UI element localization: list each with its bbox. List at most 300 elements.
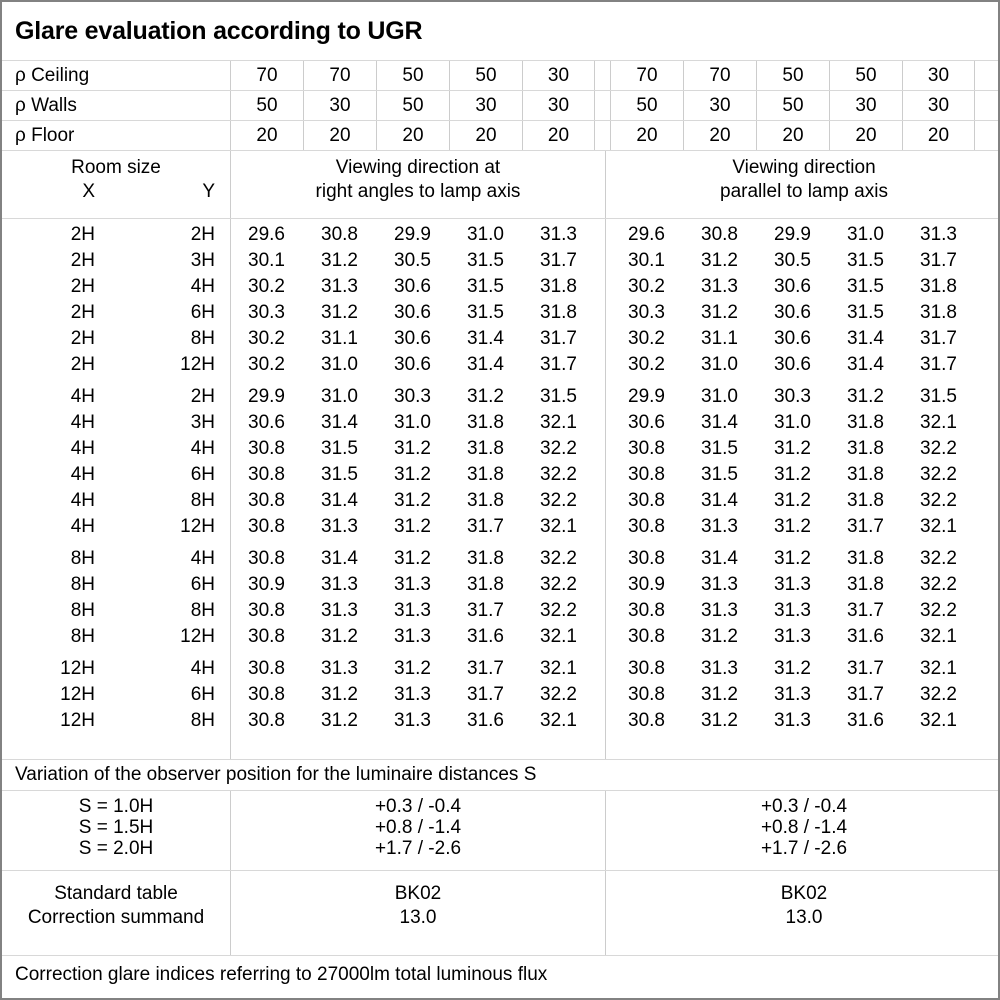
ugr-value: 31.6 — [847, 710, 884, 731]
reflectance-value: 20 — [902, 121, 975, 150]
right-margin — [975, 384, 1000, 410]
ugr-value: 31.0 — [321, 386, 358, 407]
header-line: Viewing direction — [732, 157, 876, 178]
ugr-value: 31.4 — [321, 412, 358, 433]
ugr-value: 31.8 — [920, 276, 957, 297]
room-size-x: 8H — [70, 574, 95, 595]
ugr-value: 30.3 — [774, 386, 811, 407]
reflectance-value: 50 — [610, 91, 683, 120]
ugr-value: 30.3 — [394, 386, 431, 407]
ugr-value: 30.3 — [248, 302, 285, 323]
reflectance-value: 50 — [449, 61, 522, 90]
ugr-value: 31.0 — [467, 224, 504, 245]
room-size-y: 4H — [190, 276, 215, 297]
s-value: +0.8 / -1.4 — [760, 817, 848, 838]
title-bar — [2, 2, 998, 61]
ugr-value: 30.5 — [774, 250, 811, 271]
ugr-value: 32.1 — [540, 516, 577, 537]
footer-note: Correction glare indices referring to 27000lm total luminous flux — [15, 964, 548, 985]
right-margin — [975, 656, 1000, 682]
room-size-y: 6H — [190, 302, 215, 323]
group-gap — [595, 352, 610, 378]
right-margin — [975, 546, 1000, 572]
ugr-value: 32.2 — [920, 684, 957, 705]
ugr-value: 31.4 — [701, 490, 738, 511]
reflectance-label: ρ Ceiling — [15, 65, 90, 86]
ugr-value: 31.4 — [847, 328, 884, 349]
ugr-value: 32.2 — [920, 490, 957, 511]
ugr-value: 30.8 — [628, 438, 665, 459]
ugr-value: 30.8 — [248, 626, 285, 647]
ugr-value: 30.8 — [248, 710, 285, 731]
ugr-value: 31.3 — [540, 224, 577, 245]
group-gap — [595, 274, 610, 300]
ugr-value: 30.8 — [248, 658, 285, 679]
ugr-value: 30.6 — [774, 328, 811, 349]
ugr-value: 31.0 — [847, 224, 884, 245]
room-size-x: 4H — [70, 386, 95, 407]
ugr-value: 30.2 — [628, 354, 665, 375]
matrix-row — [2, 300, 998, 326]
ugr-value: 31.7 — [467, 658, 504, 679]
ugr-value: 31.4 — [321, 548, 358, 569]
ugr-value: 31.7 — [467, 516, 504, 537]
ugr-value: 31.8 — [920, 302, 957, 323]
variation-note-row — [2, 760, 998, 791]
ugr-value: 30.2 — [248, 354, 285, 375]
right-margin — [975, 436, 1000, 462]
ugr-value: 30.8 — [628, 490, 665, 511]
ugr-value: 31.2 — [701, 710, 738, 731]
reflectance-value: 70 — [610, 61, 683, 90]
ugr-value: 30.8 — [628, 658, 665, 679]
right-margin — [975, 572, 1000, 598]
ugr-value: 31.3 — [774, 600, 811, 621]
matrix-row — [2, 222, 998, 248]
standard-table-value: BK02 — [394, 883, 442, 904]
ugr-value: 31.3 — [321, 276, 358, 297]
right-margin — [975, 248, 1000, 274]
ugr-value: 30.6 — [394, 276, 431, 297]
ugr-value: 30.8 — [628, 710, 665, 731]
ugr-value: 32.2 — [540, 490, 577, 511]
ugr-value: 32.1 — [920, 516, 957, 537]
room-size-x: 4H — [70, 412, 95, 433]
footer-note-row — [2, 956, 998, 1000]
ugr-value: 31.2 — [701, 684, 738, 705]
ugr-value: 31.1 — [701, 328, 738, 349]
ugr-value: 31.3 — [321, 574, 358, 595]
ugr-value: 31.8 — [847, 438, 884, 459]
ugr-value: 31.3 — [394, 600, 431, 621]
ugr-value: 32.2 — [920, 574, 957, 595]
ugr-value: 31.8 — [847, 490, 884, 511]
room-size-x: 12H — [60, 684, 95, 705]
ugr-value: 30.6 — [774, 354, 811, 375]
group-gap — [595, 682, 610, 708]
room-size-y: 12H — [180, 354, 215, 375]
ugr-value: 31.3 — [701, 574, 738, 595]
ugr-value: 31.8 — [847, 548, 884, 569]
room-size-y: 8H — [190, 600, 215, 621]
ugr-value: 31.7 — [467, 600, 504, 621]
right-margin — [975, 514, 1000, 540]
ugr-value: 31.7 — [847, 684, 884, 705]
group-gap — [595, 91, 610, 120]
reflectance-value: 20 — [230, 121, 303, 150]
table-header — [2, 151, 998, 219]
ugr-value: 31.5 — [321, 438, 358, 459]
ugr-value: 31.0 — [394, 412, 431, 433]
matrix-row — [2, 598, 998, 624]
ugr-value: 31.0 — [321, 354, 358, 375]
ugr-value: 31.2 — [321, 710, 358, 731]
ugr-value: 31.0 — [774, 412, 811, 433]
reflectance-value: 50 — [230, 91, 303, 120]
right-margin — [975, 300, 1000, 326]
ugr-value: 30.9 — [248, 574, 285, 595]
ugr-value: 30.8 — [628, 626, 665, 647]
reflectance-label: ρ Walls — [15, 95, 77, 116]
reflectance-value: 30 — [303, 91, 376, 120]
room-size-x: 12H — [60, 658, 95, 679]
ugr-value: 32.1 — [920, 658, 957, 679]
reflectance-value: 20 — [756, 121, 829, 150]
ugr-value: 31.7 — [847, 516, 884, 537]
reflectance-row — [2, 91, 998, 121]
ugr-value: 31.0 — [701, 386, 738, 407]
right-margin — [975, 121, 1000, 150]
matrix-row — [2, 656, 998, 682]
room-size-y: 8H — [190, 710, 215, 731]
ugr-matrix-rows — [2, 222, 998, 734]
ugr-value: 32.2 — [540, 438, 577, 459]
ugr-value: 30.8 — [248, 438, 285, 459]
ugr-value: 30.8 — [628, 600, 665, 621]
reflectance-value: 70 — [303, 61, 376, 90]
matrix-row — [2, 384, 998, 410]
ugr-value: 29.6 — [628, 224, 665, 245]
right-margin — [975, 682, 1000, 708]
ugr-value: 32.2 — [920, 438, 957, 459]
reflectance-value: 20 — [522, 121, 595, 150]
standard-values-right-angles — [230, 871, 605, 955]
ugr-value: 32.1 — [920, 412, 957, 433]
ugr-value: 31.2 — [394, 548, 431, 569]
matrix-row — [2, 572, 998, 598]
reflectance-value: 70 — [230, 61, 303, 90]
ugr-value: 30.6 — [628, 412, 665, 433]
reflectance-value: 50 — [376, 61, 449, 90]
reflectance-value: 50 — [756, 91, 829, 120]
room-size-x: 4H — [70, 490, 95, 511]
room-size-y: 8H — [190, 328, 215, 349]
right-margin — [975, 410, 1000, 436]
ugr-value: 29.9 — [628, 386, 665, 407]
room-size-x: 4H — [70, 438, 95, 459]
ugr-value: 30.8 — [701, 224, 738, 245]
ugr-value: 31.8 — [540, 276, 577, 297]
reflectance-value: 30 — [902, 61, 975, 90]
ugr-value: 31.7 — [540, 250, 577, 271]
s-value: +0.3 / -0.4 — [760, 796, 848, 817]
ugr-value: 30.8 — [248, 684, 285, 705]
x-column-label: X — [82, 181, 95, 202]
matrix-row — [2, 248, 998, 274]
ugr-value: 30.3 — [628, 302, 665, 323]
ugr-value: 31.3 — [701, 600, 738, 621]
ugr-value: 31.3 — [774, 710, 811, 731]
ugr-value: 31.2 — [701, 626, 738, 647]
ugr-value: 31.5 — [467, 276, 504, 297]
ugr-value: 30.2 — [248, 276, 285, 297]
ugr-value: 32.2 — [540, 548, 577, 569]
ugr-value: 30.9 — [628, 574, 665, 595]
ugr-value: 31.8 — [467, 548, 504, 569]
matrix-row — [2, 326, 998, 352]
group-gap — [595, 656, 610, 682]
ugr-value: 31.2 — [774, 548, 811, 569]
ugr-value: 31.5 — [701, 438, 738, 459]
s-value: +1.7 / -2.6 — [374, 838, 462, 859]
right-margin — [975, 708, 1000, 734]
reflectance-value: 30 — [902, 91, 975, 120]
reflectance-value: 30 — [522, 61, 595, 90]
ugr-value: 31.2 — [774, 658, 811, 679]
matrix-row — [2, 410, 998, 436]
room-size-y: 6H — [190, 574, 215, 595]
right-margin — [975, 222, 1000, 248]
ugr-value: 30.8 — [321, 224, 358, 245]
ugr-value: 30.5 — [394, 250, 431, 271]
ugr-value: 30.1 — [628, 250, 665, 271]
room-size-y: 6H — [190, 464, 215, 485]
ugr-value: 29.6 — [248, 224, 285, 245]
reflectance-value: 50 — [756, 61, 829, 90]
reflectance-row — [2, 61, 998, 91]
matrix-row — [2, 352, 998, 378]
reflectance-value: 20 — [449, 121, 522, 150]
reflectance-value: 30 — [522, 91, 595, 120]
ugr-value: 31.2 — [321, 302, 358, 323]
s-label: S = 1.5H — [78, 817, 154, 838]
ugr-value: 30.2 — [628, 276, 665, 297]
standard-table-value: BK02 — [780, 883, 828, 904]
ugr-value: 31.8 — [467, 438, 504, 459]
group-gap — [595, 436, 610, 462]
s-label: S = 2.0H — [78, 838, 154, 859]
reflectance-value: 50 — [829, 61, 902, 90]
xy-header-row — [2, 180, 230, 204]
matrix-row — [2, 462, 998, 488]
ugr-value: 30.8 — [248, 516, 285, 537]
ugr-value: 31.2 — [701, 302, 738, 323]
ugr-value: 31.2 — [394, 464, 431, 485]
ugr-value: 30.6 — [394, 302, 431, 323]
ugr-value: 30.8 — [248, 464, 285, 485]
matrix-row — [2, 274, 998, 300]
ugr-value: 31.7 — [920, 354, 957, 375]
room-size-x: 2H — [70, 276, 95, 297]
ugr-value: 31.5 — [847, 302, 884, 323]
right-margin — [975, 91, 1000, 120]
room-size-x: 2H — [70, 250, 95, 271]
ugr-value: 31.2 — [321, 684, 358, 705]
group-gap — [595, 598, 610, 624]
room-size-x: 8H — [70, 600, 95, 621]
reflectance-value: 20 — [829, 121, 902, 150]
s-values-right-angles — [230, 791, 605, 870]
right-margin — [975, 352, 1000, 378]
ugr-value: 31.4 — [321, 490, 358, 511]
ugr-value: 31.2 — [774, 490, 811, 511]
ugr-value: 31.7 — [540, 354, 577, 375]
ugr-value: 31.2 — [847, 386, 884, 407]
reflectance-row — [2, 121, 998, 151]
ugr-value: 32.2 — [920, 548, 957, 569]
ugr-value: 30.6 — [394, 354, 431, 375]
room-size-x: 2H — [70, 328, 95, 349]
ugr-value: 32.1 — [540, 710, 577, 731]
room-size-x: 4H — [70, 464, 95, 485]
s-labels — [2, 791, 230, 870]
ugr-value: 32.2 — [540, 600, 577, 621]
ugr-value: 30.2 — [628, 328, 665, 349]
ugr-value: 31.3 — [774, 684, 811, 705]
ugr-value: 31.8 — [847, 464, 884, 485]
s-value: +0.8 / -1.4 — [374, 817, 462, 838]
group-gap — [595, 572, 610, 598]
group-gap — [595, 300, 610, 326]
ugr-value: 31.8 — [467, 412, 504, 433]
group-gap — [595, 708, 610, 734]
correction-summand-value: 13.0 — [785, 907, 823, 928]
ugr-value: 31.3 — [394, 710, 431, 731]
ugr-value: 31.8 — [847, 574, 884, 595]
group-gap — [595, 222, 610, 248]
ugr-value: 31.2 — [321, 250, 358, 271]
right-margin — [975, 462, 1000, 488]
ugr-value: 29.9 — [774, 224, 811, 245]
ugr-value: 32.1 — [540, 626, 577, 647]
ugr-value: 31.2 — [394, 658, 431, 679]
reflectance-value: 20 — [610, 121, 683, 150]
s-value: +0.3 / -0.4 — [374, 796, 462, 817]
ugr-value: 31.0 — [701, 354, 738, 375]
ugr-value: 31.3 — [701, 516, 738, 537]
header-line: Viewing direction at — [335, 157, 501, 178]
ugr-value: 31.7 — [920, 250, 957, 271]
ugr-value: 31.3 — [701, 276, 738, 297]
room-size-label: Room size — [71, 157, 161, 178]
observer-variation-section — [2, 791, 998, 871]
ugr-value: 31.2 — [394, 438, 431, 459]
ugr-value: 30.8 — [248, 490, 285, 511]
ugr-value: 31.4 — [701, 548, 738, 569]
room-size-x: 8H — [70, 548, 95, 569]
group-gap — [595, 410, 610, 436]
y-column-label: Y — [202, 181, 215, 202]
ugr-value: 31.5 — [701, 464, 738, 485]
ugr-value: 30.8 — [248, 548, 285, 569]
reflectance-value: 30 — [449, 91, 522, 120]
ugr-value: 31.5 — [467, 302, 504, 323]
right-margin — [975, 61, 1000, 90]
room-size-header — [2, 151, 230, 218]
ugr-value: 31.5 — [920, 386, 957, 407]
room-size-y: 4H — [190, 548, 215, 569]
room-size-x: 4H — [70, 516, 95, 537]
standard-table-label: Standard table — [54, 883, 178, 904]
ugr-value: 31.3 — [701, 658, 738, 679]
ugr-value: 31.5 — [540, 386, 577, 407]
ugr-value: 31.2 — [467, 386, 504, 407]
matrix-row — [2, 624, 998, 650]
header-line: right angles to lamp axis — [315, 181, 521, 202]
ugr-value: 31.4 — [467, 328, 504, 349]
room-size-y: 6H — [190, 684, 215, 705]
ugr-value: 31.8 — [467, 574, 504, 595]
ugr-value: 31.3 — [920, 224, 957, 245]
standard-values-parallel — [605, 871, 1000, 955]
ugr-value: 31.3 — [394, 574, 431, 595]
ugr-value: 32.2 — [540, 574, 577, 595]
ugr-value: 30.2 — [248, 328, 285, 349]
reflectance-value: 50 — [376, 91, 449, 120]
reflectance-value: 20 — [683, 121, 756, 150]
group-gap — [595, 514, 610, 540]
ugr-value: 31.7 — [467, 684, 504, 705]
s-values-parallel — [605, 791, 1000, 870]
ugr-value: 31.4 — [467, 354, 504, 375]
room-size-x: 8H — [70, 626, 95, 647]
right-margin — [975, 274, 1000, 300]
ugr-value: 31.6 — [467, 626, 504, 647]
vertical-divider — [230, 219, 231, 759]
ugr-value: 31.2 — [321, 626, 358, 647]
correction-summand-value: 13.0 — [399, 907, 437, 928]
ugr-value: 30.8 — [628, 464, 665, 485]
ugr-value: 31.7 — [847, 600, 884, 621]
group-gap — [595, 462, 610, 488]
room-size-y: 2H — [190, 386, 215, 407]
right-margin — [975, 326, 1000, 352]
ugr-value: 31.3 — [321, 600, 358, 621]
ugr-value: 31.8 — [847, 412, 884, 433]
room-size-y: 12H — [180, 516, 215, 537]
ugr-value: 30.1 — [248, 250, 285, 271]
ugr-value: 31.1 — [321, 328, 358, 349]
viewing-direction-parallel-header — [605, 151, 1000, 218]
right-margin — [975, 488, 1000, 514]
ugr-value: 30.8 — [628, 548, 665, 569]
right-margin — [975, 598, 1000, 624]
ugr-value: 31.3 — [774, 574, 811, 595]
ugr-value: 32.2 — [540, 464, 577, 485]
ugr-value: 32.1 — [920, 710, 957, 731]
ugr-value: 29.9 — [394, 224, 431, 245]
ugr-value: 31.3 — [394, 626, 431, 647]
ugr-value: 31.5 — [847, 276, 884, 297]
ugr-value: 32.1 — [540, 412, 577, 433]
ugr-value: 29.9 — [248, 386, 285, 407]
ugr-value: 31.6 — [467, 710, 504, 731]
ugr-value: 31.3 — [321, 658, 358, 679]
matrix-row — [2, 488, 998, 514]
ugr-value: 30.8 — [628, 684, 665, 705]
ugr-value: 32.1 — [540, 658, 577, 679]
ugr-value: 31.2 — [774, 464, 811, 485]
